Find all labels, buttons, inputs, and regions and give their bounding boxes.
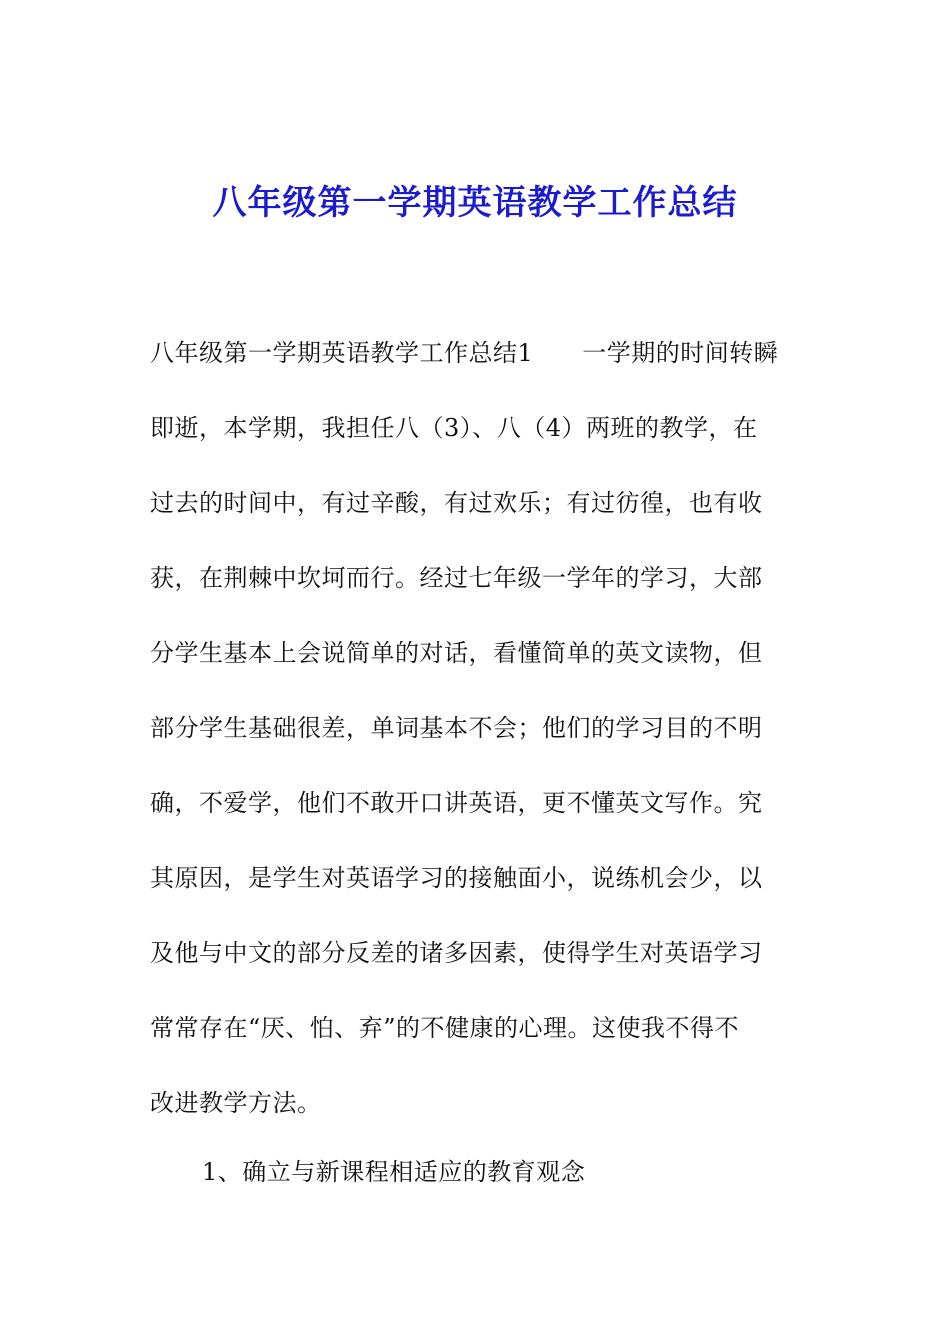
document-title: 八年级第一学期英语教学工作总结 [212,183,738,223]
body-line: 其原因，是学生对英语学习的接触面小，说练机会少，以 [150,864,763,892]
body-paragraph [150,326,800,1151]
body-line: 过去的时间中，有过辛酸，有过欢乐；有过彷徨，也有收 [150,489,763,517]
section-heading: 1、确立与新课程相适应的教育观念 [202,1158,586,1186]
body-line: 部分学生基础很差，单词基本不会；他们的学习目的不明 [150,714,763,742]
body-line: 八年级第一学期英语教学工作总结1 一学期的时间转瞬 [150,339,779,367]
body-line: 分学生基本上会说简单的对话，看懂简单的英文读物，但 [150,639,763,667]
body-line: 改进教学方法。 [150,1089,322,1117]
body-line: 确，不爱学，他们不敢开口讲英语，更不懂英文写作。究 [150,789,763,817]
body-line: 即逝，本学期，我担任八（3）、八（4）两班的教学，在 [150,414,758,442]
body-line: 常常存在“厌、怕、弃”的不健康的心理。这使我不得不 [150,1014,740,1042]
body-line: 获，在荆棘中坎坷而行。经过七年级一学年的学习，大部 [150,564,763,592]
body-line: 及他与中文的部分反差的诸多因素，使得学生对英语学习 [150,939,763,967]
